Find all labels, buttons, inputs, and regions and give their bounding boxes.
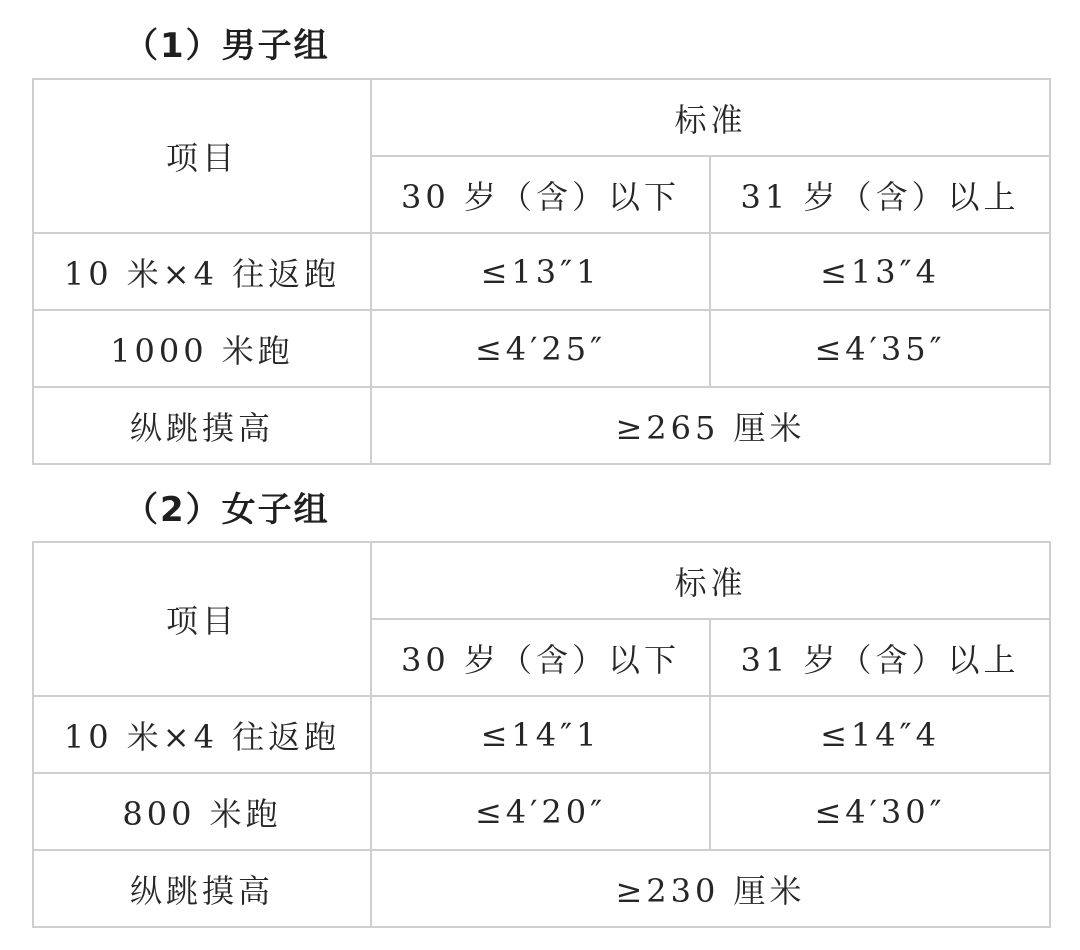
row-item: 800 米跑 [33,773,371,850]
row-merged-value: ≥230 厘米 [371,850,1050,927]
row-over-value: ≤13″4 [710,233,1050,310]
header-age-under: 30 岁（含）以下 [371,619,710,696]
table-row [33,850,1050,927]
standards-table-male [32,78,1051,465]
row-under-value: ≤4′25″ [371,310,710,387]
table-header-row [33,542,1050,619]
table-row [33,310,1050,387]
header-age-over: 31 岁（含）以上 [710,156,1050,233]
row-item: 1000 米跑 [33,310,371,387]
table-row [33,387,1050,464]
header-standard: 标准 [371,79,1050,156]
table-row [33,696,1050,773]
row-item: 纵跳摸高 [33,850,371,927]
row-merged-value: ≥265 厘米 [371,387,1050,464]
row-over-value: ≤4′35″ [710,310,1050,387]
row-under-value: ≤14″1 [371,696,710,773]
header-item: 项目 [33,542,371,696]
row-item: 纵跳摸高 [33,387,371,464]
header-item: 项目 [33,79,371,233]
table-row [33,233,1050,310]
standards-table-female [32,541,1051,928]
row-item: 10 米×4 往返跑 [33,233,371,310]
row-under-value: ≤13″1 [371,233,710,310]
row-under-value: ≤4′20″ [371,773,710,850]
section-title-male: （1）男子组 [124,26,330,66]
table-header-row [33,79,1050,156]
header-age-under: 30 岁（含）以下 [371,156,710,233]
section-title-female: （2）女子组 [124,490,330,530]
header-age-over: 31 岁（含）以上 [710,619,1050,696]
row-item: 10 米×4 往返跑 [33,696,371,773]
row-over-value: ≤4′30″ [710,773,1050,850]
header-standard: 标准 [371,542,1050,619]
table-row [33,773,1050,850]
row-over-value: ≤14″4 [710,696,1050,773]
